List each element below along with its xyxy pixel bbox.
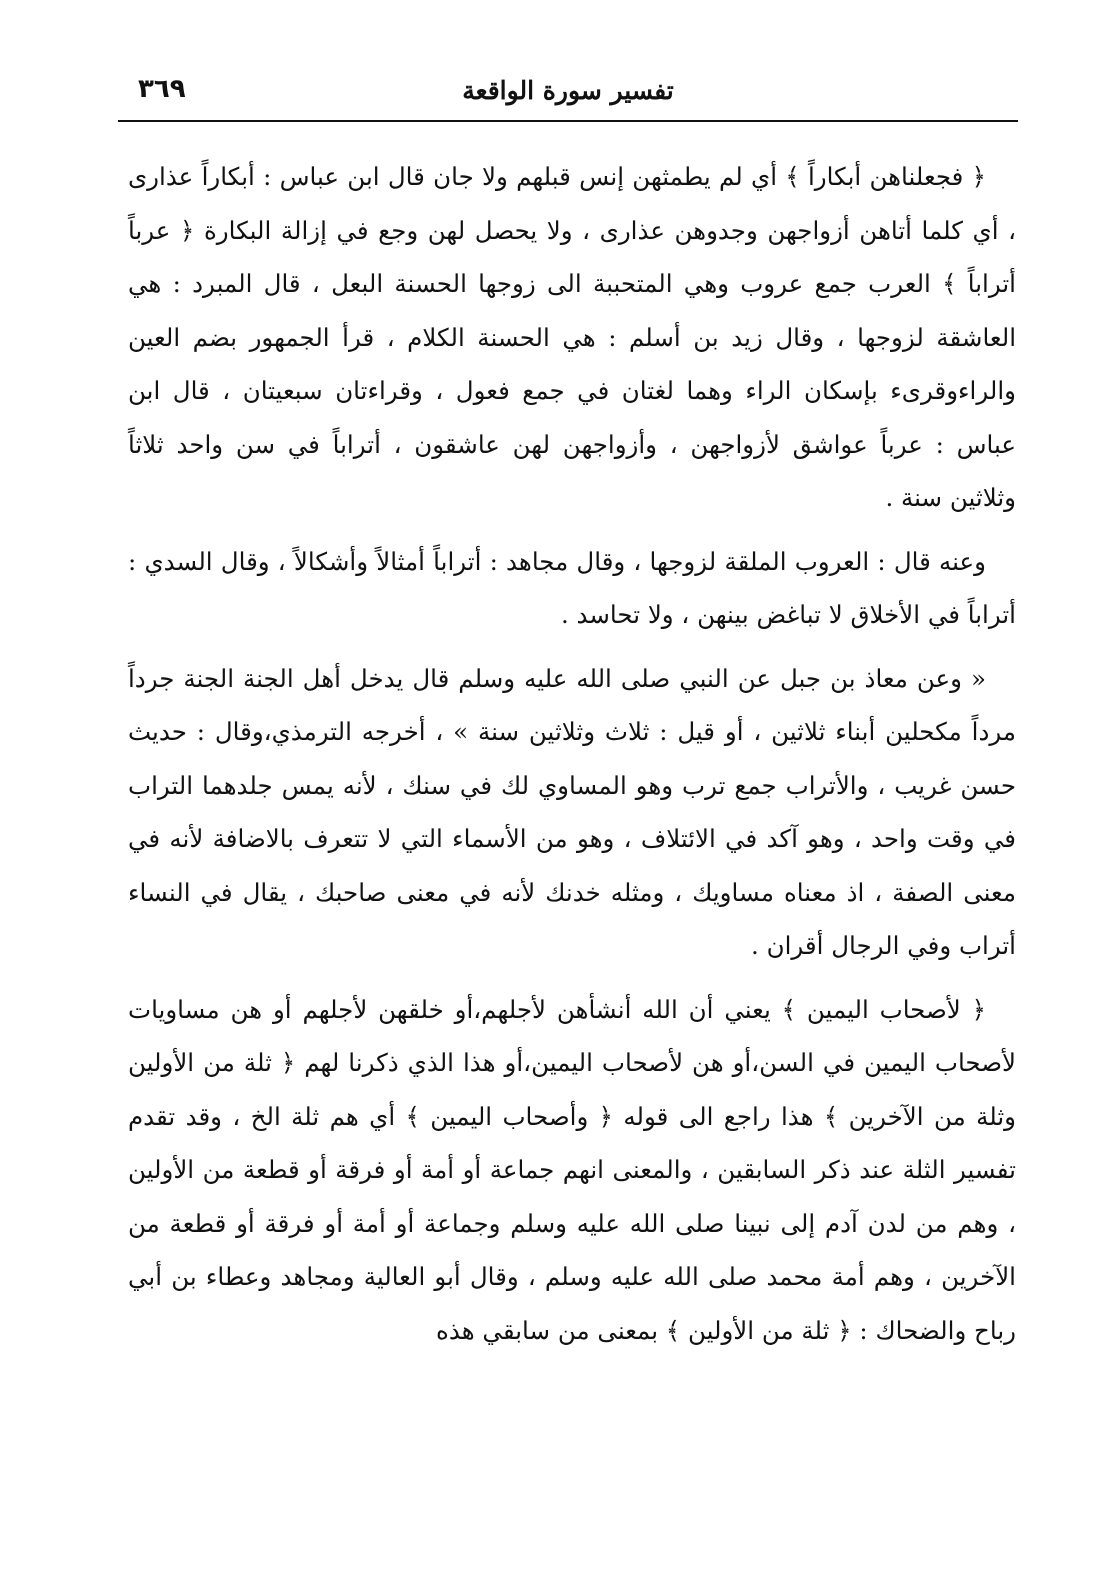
paragraph-1: ﴿ فجعلناهن أبكاراً ﴾ أي لم يطمثهن إنس قبلهم ولا جان قال ابن عباس : أبكاراً عذارى ، أي كلما أتاهن أزواجهن وجدوهن عذارى ، ولا يحصل لهن وجع في إزالة البكارة ﴿ عرباً أتراباً ﴾ العرب جمع عروب وهي المتحببة الى زوجها الحسنة البعل ، قال المبرد : هي العاشقة لزوجها ، وقال زيد بن أسلم : هي الحسنة الكلام ، قرأ الجمهور بضم العين والراءوقرىء بإسكان الراء وهما لغتان في جمع فعول ، وقراءتان سبعيتان ، قال ابن عباس : عرباً عواشق لأزواجهن ، وأزواجهن لهن عاشقون ، أتراباً في سن واحد ثلاثاً وثلاثين سنة .: [128, 162, 1016, 512]
paragraph-4: ﴿ لأصحاب اليمين ﴾ يعني أن الله أنشأهن لأجلهم،أو خلقهن لأجلهم أو هن مساويات لأصحاب اليمين في السن،أو هن لأصحاب اليمين،أو هذا الذي ذكرنا لهم ﴿ ثلة من الأولين وثلة من الآخرين ﴾ هذا راجع الى قوله ﴿ وأصحاب اليمين ﴾ أي هم ثلة الخ ، وقد تقدم تفسير الثلة عند ذكر السابقين ، والمعنى انهم جماعة أو أمة أو فرقة أو قطعة من الأولين ، وهم من لدن آدم إلى نبينا صلى الله عليه وسلم وجماعة أو أمة أو فرقة أو قطعة من الآخرين ، وهم أمة محمد صلى الله عليه وسلم ، وقال أبو العالية ومجاهد وعطاء بن أبي رباح والضحاك : ﴿ ثلة من الأولين ﴾ بمعنى من سابقي هذه: [128, 994, 1016, 1345]
page-header: [118, 66, 1018, 122]
body-text: [128, 150, 1016, 1357]
running-title: تفسير سورة الواقعة: [462, 76, 674, 105]
paragraph-3: « وعن معاذ بن جبل عن النبي صلى الله عليه وسلم قال يدخل أهل الجنة الجنة جرداً مرداً مكحلين أبناء ثلاثين ، أو قيل : ثلاث وثلاثين سنة » ، أخرجه الترمذي،وقال : حديث حسن غريب ، والأتراب جمع ترب وهو المساوي لك في سنك ، لأنه يمس جلدهما التراب في وقت واحد ، وهو آكد في الائتلاف ، وهو من الأسماء التي لا تتعرف بالاضافة لأنه في معنى الصفة ، اذ معناه مساويك ، ومثله خدنك لأنه في معنى صاحبك ، يقال في النساء أتراب وفي الرجال أقران .: [128, 663, 1016, 960]
page-number: ٣٦٩: [138, 74, 186, 104]
paragraph-2: وعنه قال : العروب الملقة لزوجها ، وقال مجاهد : أتراباً أمثالاً وأشكالاً ، وقال السدي : أتراباً في الأخلاق لا تباغض بينهن ، ولا تحاسد .: [128, 546, 1016, 629]
